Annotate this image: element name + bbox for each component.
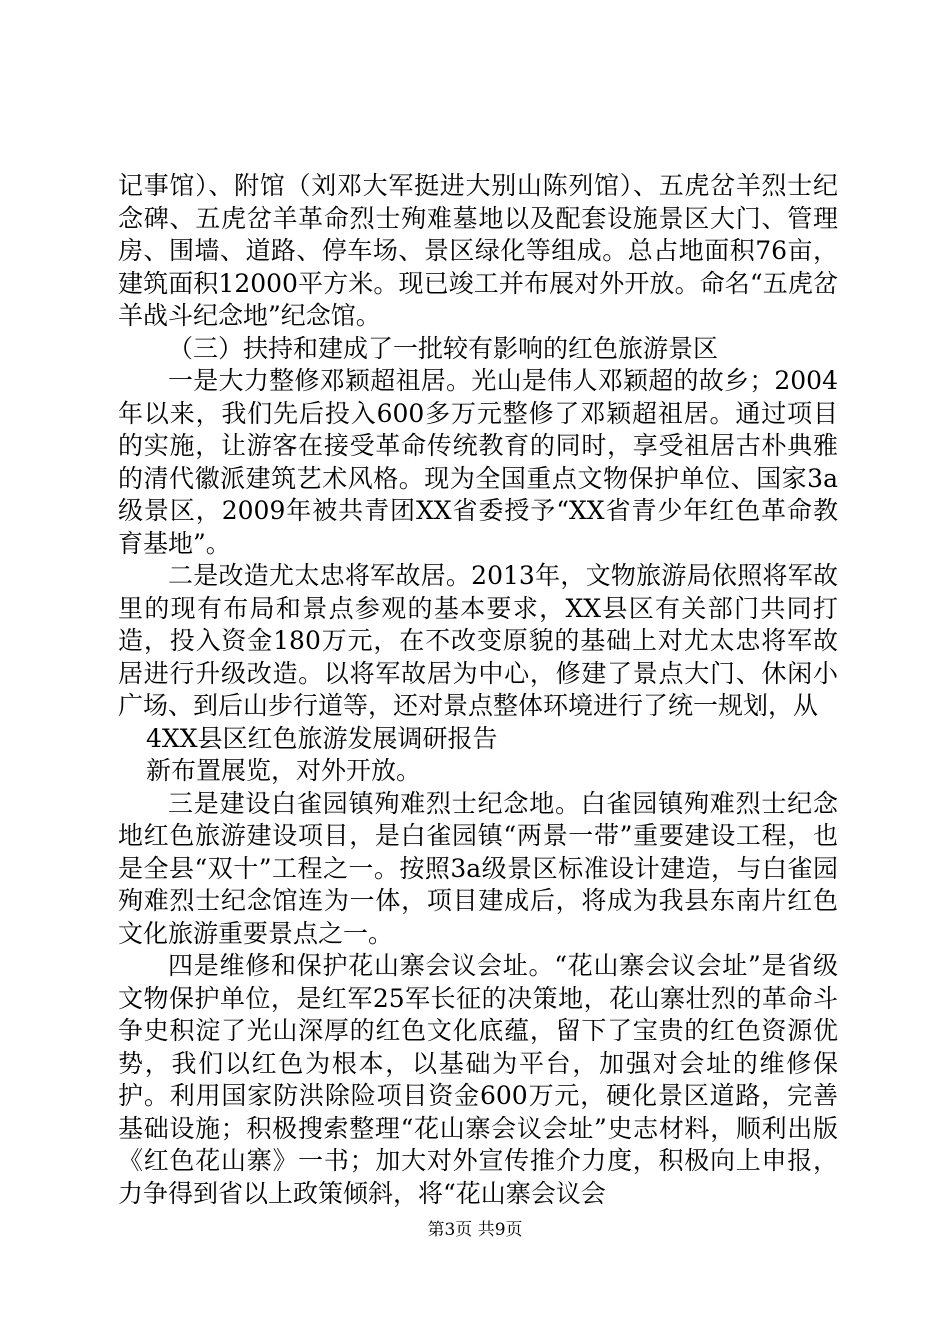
paragraph-huashanzhai: 四是维修和保护花山寨会议会址。“花山寨会议会址”是省级文物保护单位，是红军25军长征的决策地，花山寨壮烈的革命斗争史积淀了光山深厚的红色文化底蕴，留下了宝贵的红色资源优势，我们以红色为根本，以基础为平台，加强对会址的维修保护。利用国家防洪除险项目资金600万元，硬化景区道路，完善基础设施；积极搜索整理“花山寨会议会址”史志材料，顺利出版《红色花山寨》一书；加大对外宣传推介力度，积极向上申报，力争得到省以上政策倾斜，将“花山寨会议会 — [118, 951, 838, 1208]
paragraph-exhibition: 新布置展览，对外开放。 — [146, 756, 422, 785]
paragraph-you-taizhong: 二是改造尤太忠将军故居。2013年，文物旅游局依照将军故里的现有布局和景点参观的基本要求，XX县区有关部门共同打造，投入资金180万元，在不改变原貌的基础上对尤太忠将军故居进行升级改造。以将军故居为中心，修建了景点大门、休闲小广场、到后山步行道等，还对景点整体环境进行了统一规划，从 — [118, 561, 838, 720]
paragraph-continuation: 记事馆）、附馆（刘邓大军挺进大别山陈列馆）、五虎岔羊烈士纪念碑、五虎岔羊革命烈士殉难墓地以及配套设施景区大门、管理房、围墙、道路、停车场、景区绿化等组成。总占地面积76亩，建筑面积12000平方米。现已竣工并布展对外开放。命名“五虎岔羊战斗纪念地”纪念馆。 — [118, 171, 838, 330]
paragraph-deng-yingchao: 一是大力整修邓颖超祖居。光山是伟人邓颖超的故乡；2004年以来，我们先后投入600多万元整修了邓颖超祖居。通过项目的实施，让游客在接受革命传统教育的同时，享受祖居古朴典雅的清代徽派建筑艺术风格。现为全国重点文物保护单位、国家3a级景区，2009年被共青团XX省委授予“XX省青少年红色革命教育基地”。 — [118, 366, 838, 558]
section-heading: （三）扶持和建成了一批较有影响的红色旅游景区 — [168, 333, 719, 363]
page-number-footer: 第3页 共9页 — [427, 1220, 523, 1240]
document-body — [118, 170, 838, 1210]
paragraph-baiqueyuan: 三是建设白雀园镇殉难烈士纪念地。白雀园镇殉难烈士纪念地红色旅游建设项目，是白雀园镇“两景一带”重要建设工程，也是全县“双十”工程之一。按照3a级景区标准设计建造，与白雀园殉难烈士纪念馆连为一体，项目建成后，将成为我县东南片红色文化旅游重要景点之一。 — [118, 788, 838, 948]
running-header-line: 4XX县区红色旅游发展调研报告 — [146, 723, 498, 753]
